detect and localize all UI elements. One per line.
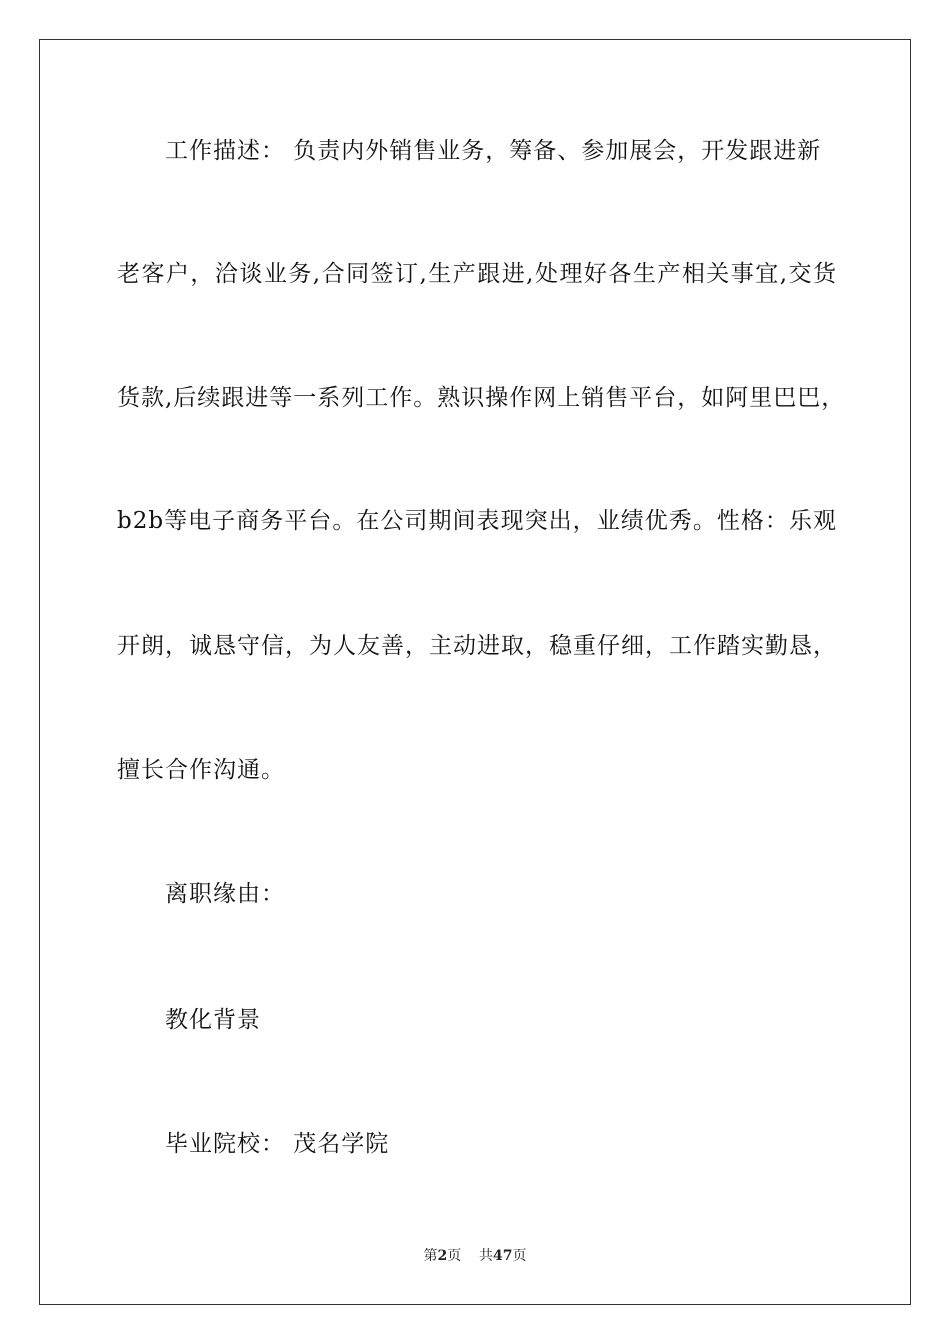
footer-prefix: 第 — [423, 1248, 438, 1264]
footer-page-suffix: 页 — [447, 1248, 462, 1264]
footer-page-number: 2 — [437, 1248, 448, 1264]
text-line-6: 擅长合作沟通。 — [117, 757, 285, 783]
page-border — [39, 39, 911, 1305]
text-line-1: 工作描述： 负责内外销售业务，筹备、参加展会，开发跟进新 — [165, 138, 822, 164]
footer-total-prefix: 共 — [479, 1248, 494, 1264]
page-footer — [0, 1246, 950, 1266]
text-line-7: 离职缘由： — [165, 881, 285, 907]
text-line-9: 毕业院校： 茂名学院 — [165, 1131, 390, 1157]
text-line-3: 货款,后续跟进等一系列工作。熟识操作网上销售平台，如阿里巴巴， — [117, 385, 846, 411]
footer-total-suffix: 页 — [512, 1248, 527, 1264]
text-line-4: b2b等电子商务平台。在公司期间表现突出，业绩优秀。性格：乐观 — [117, 508, 837, 534]
text-line-2: 老客户，洽谈业务,合同签订,生产跟进,处理好各生产相关事宜,交货 — [117, 261, 837, 287]
text-line-5: 开朗，诚恳守信，为人友善，主动进取，稳重仔细，工作踏实勤恳， — [117, 633, 837, 659]
text-line-8: 教化背景 — [165, 1007, 261, 1033]
footer-total-pages: 47 — [493, 1248, 513, 1264]
